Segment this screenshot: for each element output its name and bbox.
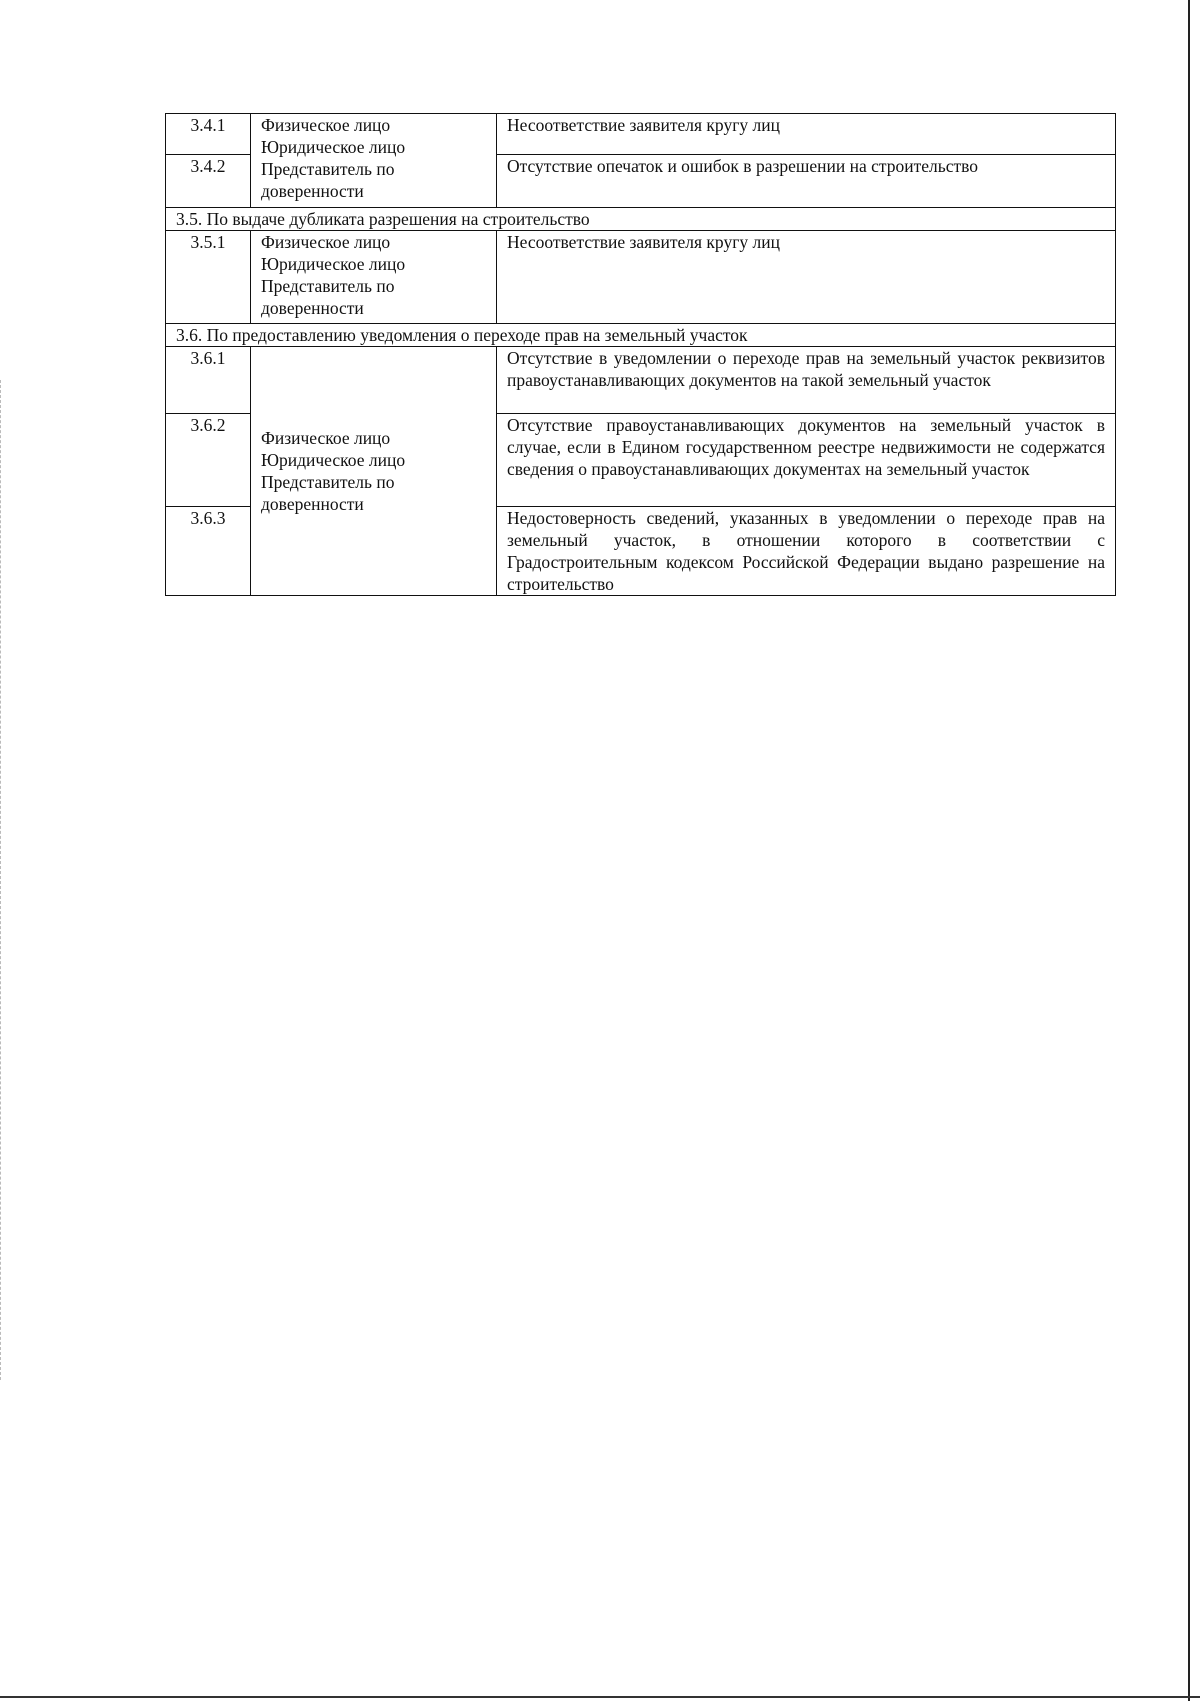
row-number: 3.6.3: [166, 507, 251, 596]
row-number: 3.4.2: [166, 155, 251, 208]
refusal-reason: Отсутствие правоустанавливающих документов на земельный участок в случае, если в Едином государственном реестре недвижимости не содержатся сведения о правоустанавливающих документах на земельный участок: [497, 414, 1116, 507]
scan-border-right: [1188, 0, 1190, 1701]
applicant-legal-entity: Юридическое лицо: [261, 450, 406, 470]
table-row: [166, 231, 1116, 324]
section-row: [166, 208, 1116, 231]
applicant-representative-cont: доверенности: [261, 494, 364, 514]
applicant-legal-entity: Юридическое лицо: [261, 137, 406, 157]
applicant-representative-cont: доверенности: [261, 298, 364, 318]
grounds-table: [165, 113, 1116, 596]
applicant-representative: Представитель по: [261, 276, 395, 296]
applicant-representative: Представитель по: [261, 159, 395, 179]
applicant-individual: Физическое лицо: [261, 428, 391, 448]
applicant-individual: Физическое лицо: [261, 232, 391, 252]
scan-border-left: [0, 380, 2, 1380]
refusal-reason: Отсутствие опечаток и ошибок в разрешении на строительство: [497, 155, 1116, 208]
section-title: 3.5. По выдаче дубликата разрешения на строительство: [166, 208, 1116, 231]
applicant-categories: [251, 347, 497, 596]
refusal-reason: Несоответствие заявителя кругу лиц: [497, 114, 1116, 155]
row-number: 3.6.2: [166, 414, 251, 507]
section-row: [166, 324, 1116, 347]
applicant-individual: Физическое лицо: [261, 115, 391, 135]
refusal-reason: Несоответствие заявителя кругу лиц: [497, 231, 1116, 324]
scan-border-bottom: [0, 1696, 1200, 1698]
refusal-reason: Отсутствие в уведомлении о переходе прав на земельный участок реквизитов правоустанавливающих документов на такой земельный участок: [497, 347, 1116, 414]
applicant-categories: [251, 231, 497, 324]
applicant-representative: Представитель по: [261, 472, 395, 492]
table-row: [166, 114, 1116, 155]
section-title: 3.6. По предоставлению уведомления о переходе прав на земельный участок: [166, 324, 1116, 347]
row-number: 3.4.1: [166, 114, 251, 155]
row-number: 3.6.1: [166, 347, 251, 414]
row-number: 3.5.1: [166, 231, 251, 324]
applicant-representative-cont: доверенности: [261, 181, 364, 201]
table-row: [166, 347, 1116, 414]
applicant-legal-entity: Юридическое лицо: [261, 254, 406, 274]
refusal-reason: Недостоверность сведений, указанных в уведомлении о переходе прав на земельный участок, в отношении которого в соответствии с Градостроительным кодексом Российской Федерации выдано разрешение на строительство: [497, 507, 1116, 596]
applicant-categories: [251, 114, 497, 208]
